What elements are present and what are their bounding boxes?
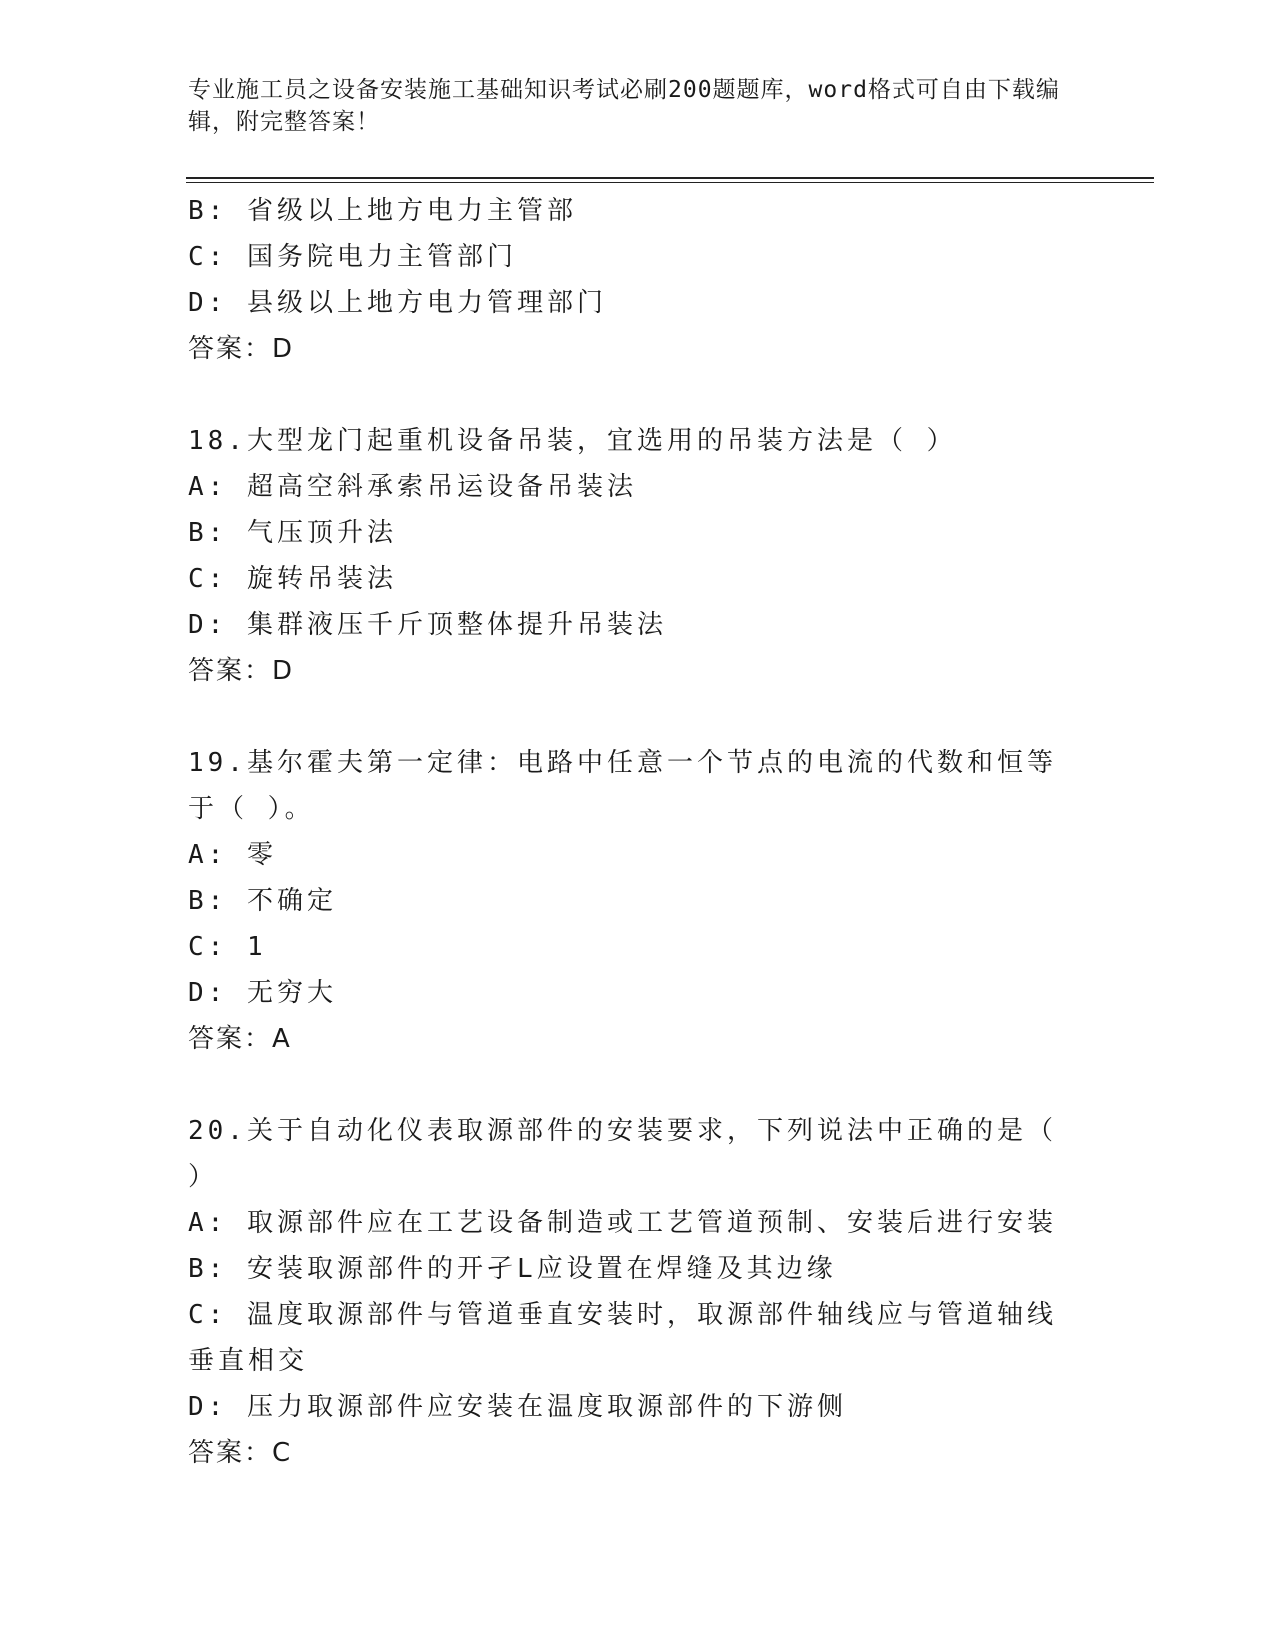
option-a: A: 超高空斜承索吊运设备吊装法 bbox=[188, 472, 637, 502]
question-18 bbox=[188, 418, 1078, 694]
question-19 bbox=[188, 740, 1078, 1062]
question-17-continuation bbox=[188, 188, 1078, 372]
option-b: B: 省级以上地方电力主管部 bbox=[188, 196, 577, 226]
option-d: D: 无穷大 bbox=[188, 978, 337, 1008]
question-content bbox=[188, 188, 1078, 1476]
header-title: 专业施工员之设备安装施工基础知识考试必刷200题题库，word格式可自由下载编辑，附完整答案！ bbox=[188, 77, 1060, 135]
question-text: 20.关于自动化仪表取源部件的安装要求，下列说法中正确的是（ ） bbox=[188, 1116, 1057, 1192]
answer: 答案：D bbox=[188, 334, 295, 364]
document-header bbox=[188, 74, 1068, 138]
answer: 答案：A bbox=[188, 1024, 292, 1054]
option-b: B: 安装取源部件的开孑L应设置在焊缝及其边缘 bbox=[188, 1254, 837, 1284]
question-text: 18.大型龙门起重机设备吊装，宜选用的吊装方法是（ ） bbox=[188, 426, 957, 456]
answer: 答案：D bbox=[188, 656, 295, 686]
option-a: A: 取源部件应在工艺设备制造或工艺管道预制、安装后进行安装 bbox=[188, 1208, 1057, 1238]
option-d: D: 集群液压千斤顶整体提升吊装法 bbox=[188, 610, 667, 640]
option-b: B: 不确定 bbox=[188, 886, 337, 916]
answer: 答案：C bbox=[188, 1438, 293, 1468]
header-divider bbox=[186, 177, 1154, 179]
question-20 bbox=[188, 1108, 1078, 1476]
option-c: C: 温度取源部件与管道垂直安装时，取源部件轴线应与管道轴线垂直相交 bbox=[188, 1300, 1057, 1376]
header-divider-thin bbox=[186, 182, 1154, 183]
option-d: D: 县级以上地方电力管理部门 bbox=[188, 288, 607, 318]
question-text: 19.基尔霍夫第一定律：电路中任意一个节点的电流的代数和恒等于（ ）。 bbox=[188, 748, 1057, 824]
option-a: A: 零 bbox=[188, 840, 277, 870]
option-b: B: 气压顶升法 bbox=[188, 518, 397, 548]
option-c: C: 旋转吊装法 bbox=[188, 564, 397, 594]
option-c: C: 1 bbox=[188, 932, 267, 962]
option-d: D: 压力取源部件应安装在温度取源部件的下游侧 bbox=[188, 1392, 847, 1422]
option-c: C: 国务院电力主管部门 bbox=[188, 242, 517, 272]
